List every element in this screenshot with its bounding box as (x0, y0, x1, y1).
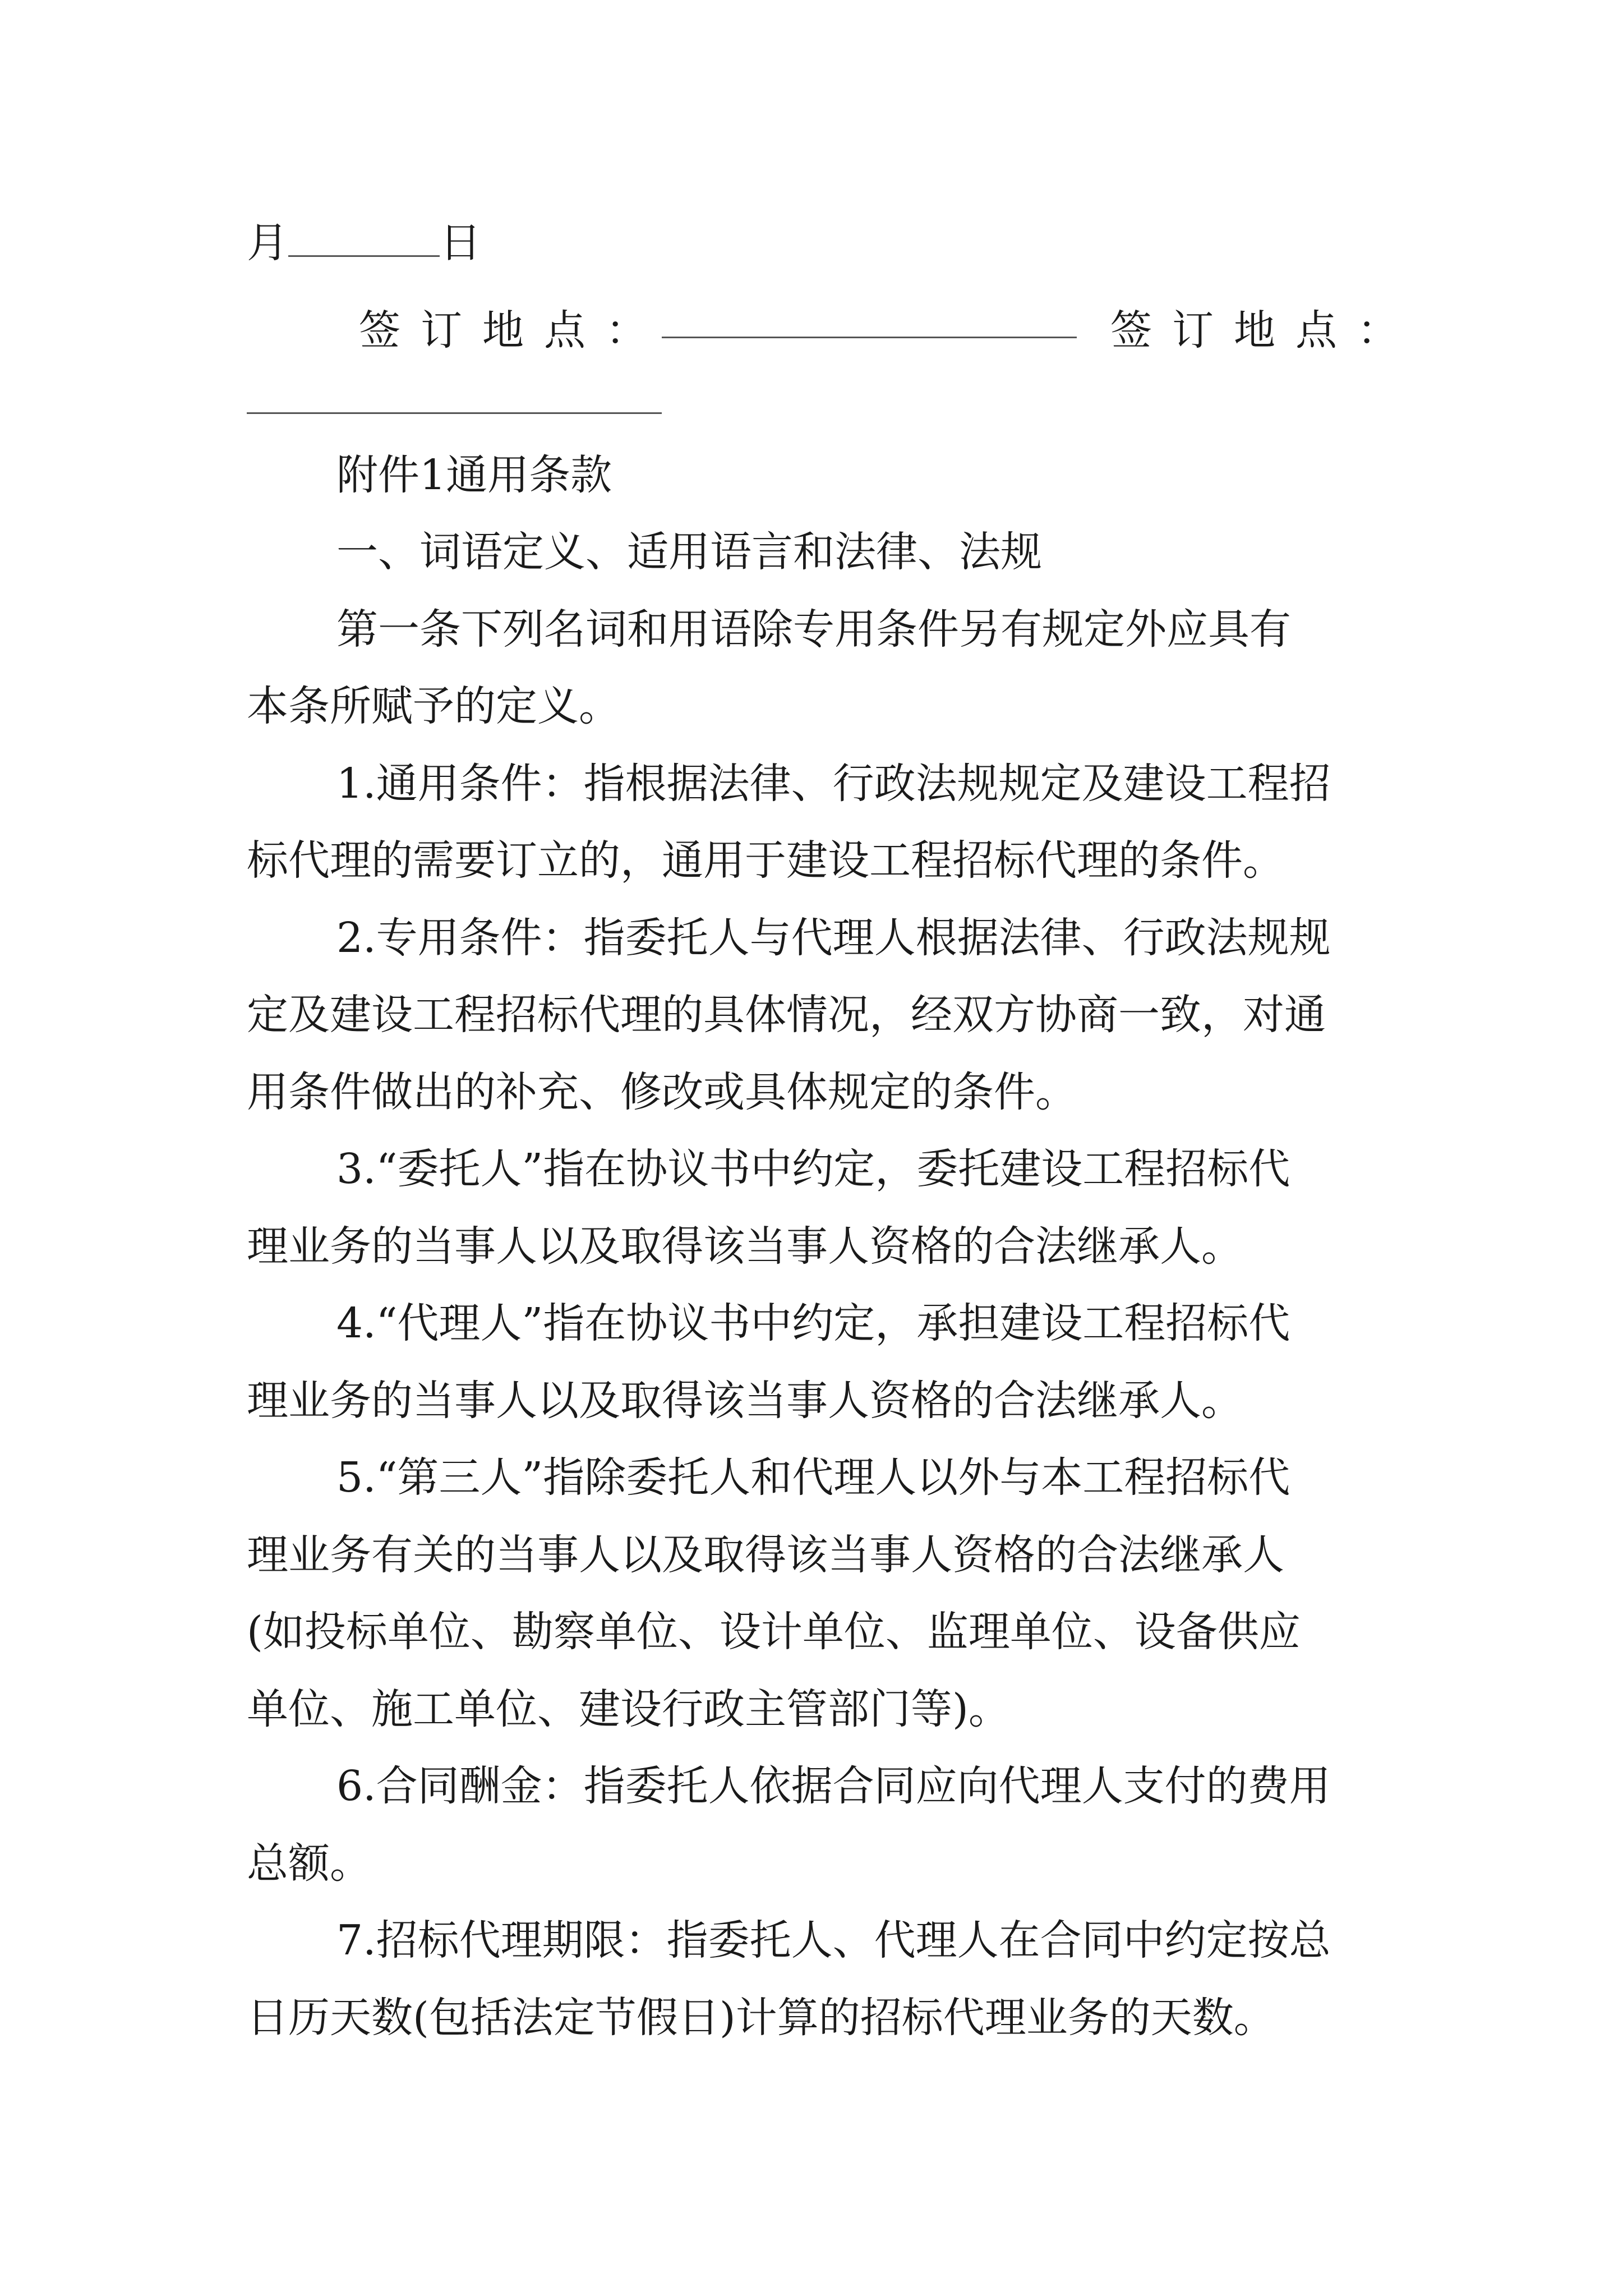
text-line: 理业务有关的当事人以及取得该当事人资格的合法继承人 (247, 1531, 1284, 1579)
text-line: 1.通用条件：指根据法律、行政法规规定及建设工程招 (336, 760, 1331, 808)
text-line: (如投标单位、勘察单位、设计单位、监理单位、设备供应 (247, 1608, 1301, 1656)
text-line: 理业务的当事人以及取得该当事人资格的合法继承人。 (247, 1377, 1243, 1425)
text-line: 一、词语定义、适用语言和法律、法规 (336, 528, 1042, 576)
text-line: 单位、施工单位、建设行政主管部门等)。 (247, 1685, 1010, 1733)
month-label: 月 (247, 219, 288, 267)
text-line: 3.“委托人”指在协议书中约定，委托建设工程招标代 (336, 1145, 1290, 1193)
text-line: 2.专用条件：指委托人与代理人根据法律、行政法规规 (336, 914, 1331, 962)
day-label: 日 (440, 219, 481, 267)
text-line: 附件1通用条款 (336, 451, 612, 499)
signing-place-label-right: 签订地点： (1110, 306, 1419, 355)
text-line: 7.招标代理期限：指委托人、代理人在合同中约定按总 (336, 1916, 1331, 1964)
text-line: 第一条下列名词和用语除专用条件另有规定外应具有 (336, 605, 1291, 654)
signing-place-row (359, 297, 1419, 355)
signing-place-blank-left (662, 337, 1077, 338)
signing-place-label-left: 签订地点： (359, 306, 667, 355)
text-line: 本条所赋予的定义。 (247, 682, 620, 730)
text-line: 日历天数(包括法定节假日)计算的招标代理业务的天数。 (247, 1994, 1275, 2042)
text-line: 5.“第三人”指除委托人和代理人以外与本工程招标代 (336, 1453, 1290, 1502)
text-line: 4.“代理人”指在协议书中约定，承担建设工程招标代 (336, 1299, 1290, 1347)
signing-place-blank-right (247, 412, 662, 414)
text-line: 定及建设工程招标代理的具体情况，经双方协商一致，对通 (247, 991, 1326, 1039)
text-line: 理业务的当事人以及取得该当事人资格的合法继承人。 (247, 1222, 1243, 1271)
text-line: 总额。 (247, 1839, 371, 1888)
text-line: 6.合同酬金：指委托人依据合同应向代理人支付的费用 (336, 1762, 1331, 1810)
text-line: 标代理的需要订立的，通用于建设工程招标代理的条件。 (247, 836, 1284, 885)
day-blank (288, 222, 440, 257)
text-line: 用条件做出的补充、修改或具体规定的条件。 (247, 1068, 1077, 1116)
date-line (247, 219, 1385, 267)
